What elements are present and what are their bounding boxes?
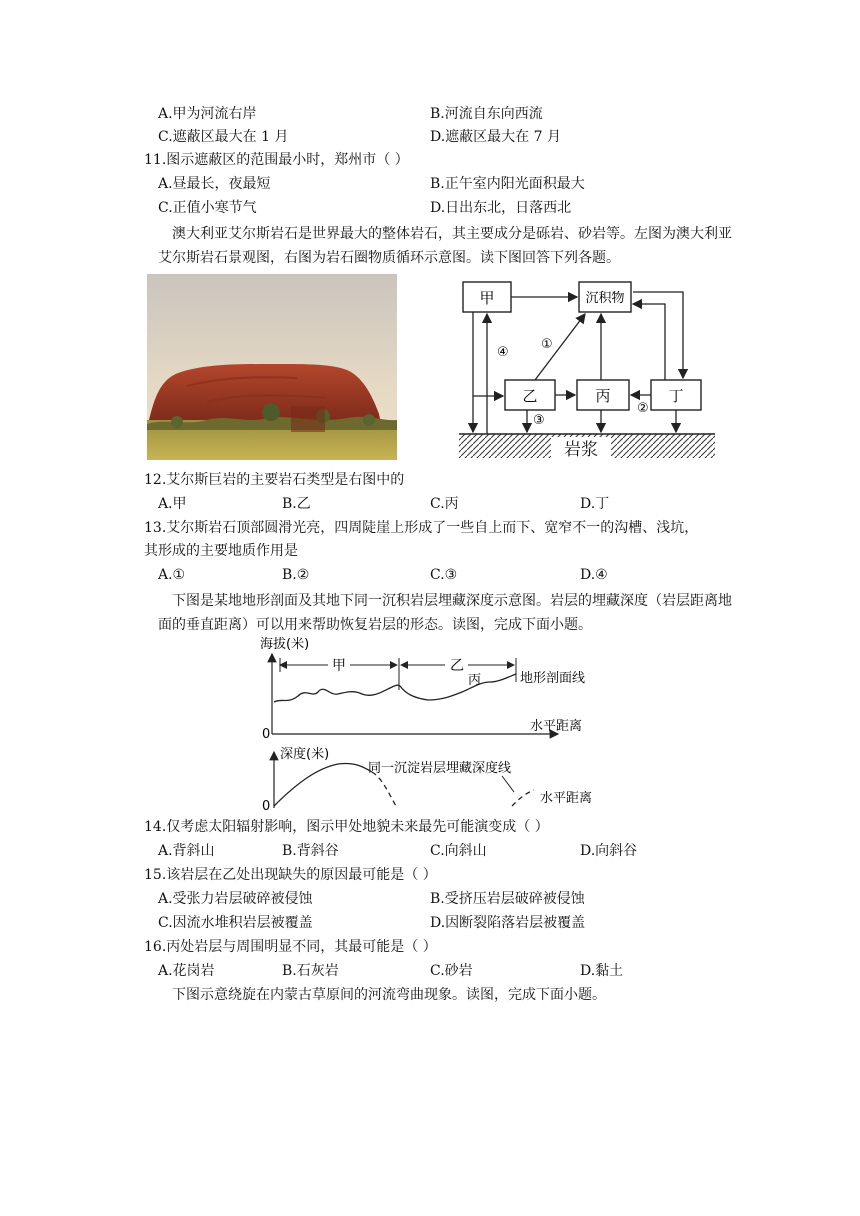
- q10-option-b: B.河流自东向西流: [430, 106, 543, 122]
- q12-stem: 12.艾尔斯巨岩的主要岩石类型是右图中的: [144, 472, 405, 488]
- profile-y-label: 海拔(米): [260, 637, 310, 652]
- magma-label: 岩浆: [564, 440, 598, 460]
- q15-option-b: B.受挤压岩层破碎被侵蚀: [430, 891, 585, 907]
- q16-option-c: C.砂岩: [430, 963, 473, 979]
- q14-option-a: A.背斜山: [158, 843, 215, 859]
- label-2: ②: [637, 401, 649, 416]
- q16-stem: 16.丙处岩层与周围明显不同，其最可能是（ ）: [144, 939, 437, 955]
- q11-option-b: B.正午室内阳光面积最大: [430, 176, 585, 192]
- label-1: ①: [541, 337, 553, 352]
- q14-option-d: D.向斜谷: [580, 843, 638, 859]
- intro-paragraph-river: 下图示意绕旋在内蒙古草原间的河流弯曲现象。读图，完成下面小题。: [172, 987, 606, 1003]
- q13-option-d: D.④: [580, 567, 608, 583]
- q13-option-c: C.③: [430, 567, 458, 583]
- q13-stem-line1: 13.艾尔斯岩石顶部圆滑光亮，四周陡崖上形成了一些自上而下、宽窄不一的沟槽、浅坑，: [144, 520, 699, 536]
- burial-depth-chart: [258, 742, 618, 814]
- q16-option-b: B.石灰岩: [282, 963, 339, 979]
- profile-bing-label: 丙: [468, 673, 482, 688]
- q14-option-b: B.背斜谷: [282, 843, 339, 859]
- q15-stem: 15.该岩层在乙处出现缺失的原因最可能是（ ）: [144, 867, 437, 883]
- profile-zero-label: 0: [262, 727, 271, 742]
- q12-option-d: D.丁: [580, 496, 610, 512]
- box-sediment-label: 沉积物: [585, 291, 625, 306]
- profile-yi-label: 乙: [450, 658, 464, 674]
- profile-jia-label: 甲: [332, 658, 346, 674]
- q10-option-a: A.甲为河流右岸: [158, 106, 257, 122]
- depth-zero-label: 0: [262, 799, 271, 814]
- q14-option-c: C.向斜山: [430, 843, 487, 859]
- rock-cycle-diagram: [455, 276, 720, 466]
- q14-stem: 14.仅考虑太阳辐射影响，图示甲处地貌未来最先可能演变成（ ）: [144, 819, 549, 835]
- label-3: ③: [533, 413, 545, 428]
- q15-option-c: C.因流水堆积岩层被覆盖: [158, 915, 313, 931]
- q11-option-c: C.正值小寒节气: [158, 200, 257, 216]
- q11-option-d: D.日出东北，日落西北: [430, 200, 572, 216]
- q10-option-d: D.遮蔽区最大在 7 月: [430, 129, 561, 145]
- q16-option-a: A.花岗岩: [158, 963, 215, 979]
- q13-option-b: B.②: [282, 567, 310, 583]
- box-yi-label: 乙: [522, 387, 538, 405]
- q13-stem-line2: 其形成的主要地质作用是: [144, 543, 298, 559]
- q10-option-c: C.遮蔽区最大在 1 月: [158, 129, 289, 145]
- box-jia-label: 甲: [479, 289, 495, 307]
- box-bing-label: 丙: [595, 387, 611, 405]
- q12-option-c: C.丙: [430, 496, 459, 512]
- q12-option-a: A.甲: [158, 496, 187, 512]
- depth-x-label: 水平距离: [540, 791, 593, 806]
- terrain-profile-chart: [258, 634, 618, 742]
- q11-option-a: A.昼最长，夜最短: [158, 176, 271, 192]
- q13-option-a: A.①: [158, 567, 186, 583]
- label-4: ④: [497, 345, 509, 360]
- profile-x-label: 水平距离: [530, 719, 583, 734]
- q16-option-d: D.黏土: [580, 963, 624, 979]
- depth-curve-label: 同一沉淀岩层埋藏深度线: [368, 761, 512, 776]
- profile-curve-label: 地形剖面线: [520, 671, 586, 686]
- q12-option-b: B.乙: [282, 496, 311, 512]
- q11-stem: 11.图示遮蔽区的范围最小时，郑州市（ ）: [144, 152, 409, 168]
- depth-y-label: 深度(米): [280, 747, 330, 762]
- intro-paragraph-ayers-rock: 澳大利亚艾尔斯岩石是世界最大的整体岩石，其主要成分是砾岩、砂岩等。左图为澳大利亚艾尔斯岩石景观图，右图为岩石圈物质循环示意图。读下图回答下列各题。: [158, 226, 732, 266]
- intro-paragraph-profile: 下图是某地地形剖面及其地下同一沉积岩层埋藏深度示意图。岩层的埋藏深度（岩层距离地面的垂直距离）可以用来帮助恢复岩层的形态。读图，完成下面小题。: [158, 593, 732, 633]
- q15-option-d: D.因断裂陷落岩层被覆盖: [430, 915, 586, 931]
- box-ding-label: 丁: [668, 387, 684, 405]
- ayers-rock-photo: [147, 274, 397, 460]
- q15-option-a: A.受张力岩层破碎被侵蚀: [158, 891, 313, 907]
